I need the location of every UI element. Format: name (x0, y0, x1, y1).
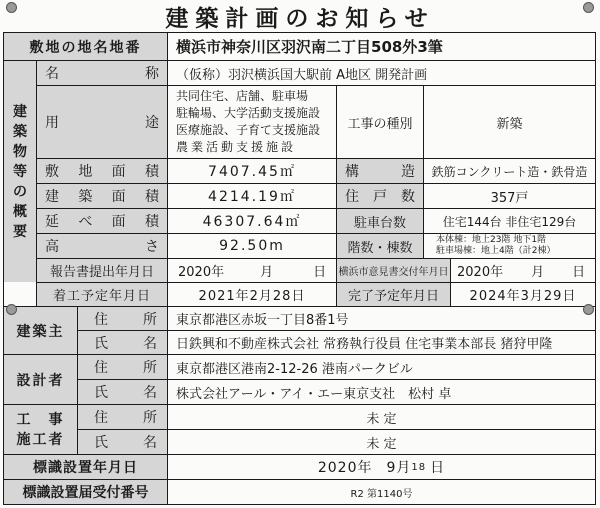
sign-date-label: 標識設置年月日 (4, 455, 167, 479)
site-value: 横浜市神奈川区羽沢南二丁目508外3筆 (176, 38, 443, 56)
grid-line (3, 60, 596, 61)
owner-name-value: 日鉄興和不動産株式会社 常務執行役員 住宅事業本部長 猪狩甲隆 (176, 337, 553, 352)
grid-line (3, 354, 596, 355)
floor-area-label: 延 べ 面 積 (37, 209, 167, 233)
grid-line (36, 208, 596, 209)
work-type-label: 工事の種別 (347, 116, 413, 132)
opinion-date-label: 横浜市意見書交付年月日 (337, 259, 450, 282)
grid-line (423, 85, 424, 258)
site-label: 敷地の地名地番 (4, 33, 167, 60)
bolt (6, 2, 17, 13)
grid-line (336, 85, 337, 306)
designer-name-label: 氏 名 (78, 380, 167, 404)
grid-line (3, 404, 596, 405)
building-overview-label: 建 築 物 等 の 概 要 (4, 61, 36, 282)
contractor-name-label: 氏 名 (78, 430, 167, 454)
grid-line (3, 479, 596, 480)
notice-title-text: 建築計画のお知らせ (165, 5, 435, 32)
designer-address-value: 東京都港区港南2-12-26 港南パークビル (176, 361, 413, 377)
designer-name-value: 株式会社アール・アイ・エー東京支社 松村 卓 (176, 386, 452, 402)
bolt (6, 304, 17, 315)
site-area-value: 7407.45㎡ (208, 164, 296, 180)
contractor-name-value: 未 定 (366, 436, 397, 452)
owner-role-label: 建築主 (4, 307, 77, 354)
parking-value: 住宅144台 非住宅129台 (442, 214, 577, 229)
grid-border-top (3, 32, 596, 33)
start-date-value: 2021年2月28日 (198, 289, 306, 304)
height-label: 高 さ (37, 234, 167, 258)
owner-address-value: 東京都港区赤坂一丁目8番1号 (176, 313, 349, 328)
grid-line (77, 429, 596, 430)
designer-address-label: 住 所 (78, 355, 167, 379)
grid-border-bottom (3, 504, 596, 505)
notice-title (0, 0, 600, 32)
building-area-label: 建 築 面 積 (37, 184, 167, 208)
use-value: 共同住宅、店舗、駐車場 駐輪場、大学活動支援施設 医療施設、子育て支援施設 農業活動支援施設 (176, 89, 321, 154)
sign-number-label: 標識設置届受付番号 (4, 480, 167, 504)
bolt (583, 304, 594, 315)
structure-value: 鉄筋コンクリート造・鉄骨造 (431, 164, 588, 179)
units-value: 357戸 (490, 190, 529, 206)
grid-border-left (3, 32, 4, 505)
designer-role-label: 設計者 (4, 355, 77, 404)
floors-label: 階数・棟数 (337, 234, 423, 258)
building-area-value: 4214.19㎡ (208, 189, 296, 205)
grid-line (36, 60, 37, 306)
grid-line (450, 258, 451, 306)
floor-area-value: 46307.64㎡ (202, 214, 302, 230)
grid-line (36, 282, 596, 283)
grid-line (77, 330, 596, 331)
grid-line (3, 454, 596, 455)
start-date-label: 着工予定年月日 (37, 283, 167, 306)
grid-line (77, 379, 596, 380)
site-area-label: 敷 地 面 積 (37, 159, 167, 183)
floors-value: 本体棟：地上23階 地下1階 駐車場棟：地上4階（計2棟） (436, 235, 556, 256)
work-type-value: 新築 (496, 116, 523, 132)
bolt (583, 2, 594, 13)
owner-address-label: 住 所 (78, 307, 167, 330)
grid-line (36, 183, 596, 184)
owner-name-label: 氏 名 (78, 331, 167, 354)
contractor-address-label: 住 所 (78, 405, 167, 429)
report-date-value: 2020年 月 日 (178, 265, 327, 280)
opinion-date-value: 2020年 月 日 (457, 265, 586, 280)
grid-line (77, 306, 78, 454)
grid-line (3, 306, 596, 307)
height-value: 92.50m (219, 238, 285, 254)
sign-number-value: R2 第1140号 (350, 488, 413, 500)
grid-line (36, 233, 596, 234)
structure-label: 構 造 (337, 159, 423, 183)
parking-label: 駐車台数 (337, 209, 423, 233)
name-label: 名 称 (37, 61, 167, 85)
contractor-role-label: 工 事 施工者 (4, 405, 77, 454)
grid-line (36, 258, 596, 259)
contractor-address-value: 未 定 (366, 411, 397, 427)
grid-line (167, 32, 168, 505)
finish-date-value: 2024年3月29日 (469, 289, 577, 304)
finish-date-label: 完了予定年月日 (337, 283, 450, 306)
use-label: 用 途 (37, 86, 167, 158)
name-value: （仮称）羽沢横浜国大駅前 A地区 開発計画 (176, 67, 428, 83)
sign-date-value: 2020年 9月 18 日 (317, 460, 446, 476)
grid-line (36, 158, 596, 159)
grid-border-right (595, 32, 596, 505)
report-date-label: 報告書提出年月日 (37, 259, 167, 282)
units-label: 住 戸 数 (337, 184, 423, 208)
grid-line (36, 85, 596, 86)
